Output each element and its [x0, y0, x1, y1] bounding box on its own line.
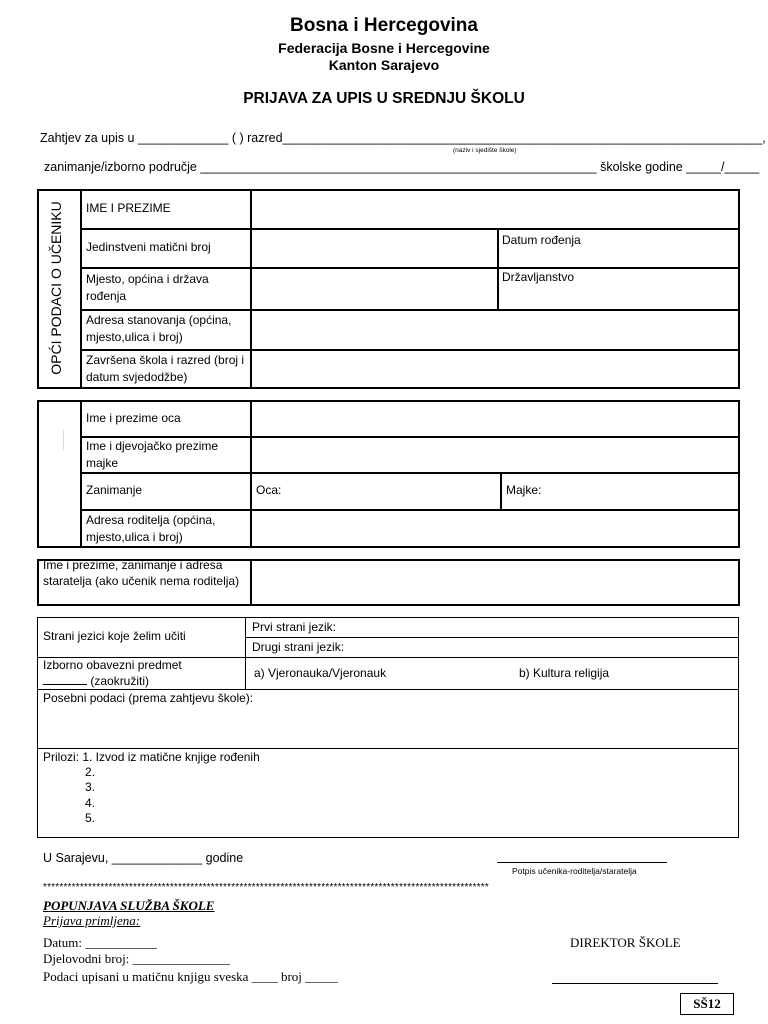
birth-date-label: Datum rođenja	[502, 233, 581, 247]
first-language-label: Prvi strani jezik:	[252, 620, 337, 634]
school-name-note: (naziv i sjedište škole)	[453, 147, 517, 154]
father-name-field[interactable]	[253, 402, 739, 435]
attachment-1: Prilozi: 1. Izvod iz matične knjige rođenih	[43, 750, 260, 764]
parents-section-label: ............	[60, 430, 66, 451]
student-name-field[interactable]	[253, 191, 739, 227]
country-heading: Bosna i Hercegovina	[290, 15, 478, 36]
entity-heading: Federacija Bosne i Hercegovine	[278, 40, 490, 56]
signature-caption: Potpis učenika-roditelja/staratelja	[512, 866, 637, 876]
occupation-label: Zanimanje	[86, 483, 143, 497]
registry-entry: Podaci upisani u matičnu knjigu sveska ____ broj _____	[43, 969, 338, 984]
first-language-field[interactable]	[360, 619, 738, 636]
form-code: SŠ12	[680, 993, 734, 1015]
mother-name-field[interactable]	[253, 438, 739, 471]
birthplace-label: Mjesto, općina i država rođenja	[86, 272, 209, 303]
parents-address-field[interactable]	[253, 511, 739, 546]
jmbg-field[interactable]	[253, 230, 496, 266]
student-name-label: IME I PREZIME	[86, 201, 171, 215]
guardian-field[interactable]	[253, 561, 739, 604]
special-info-field[interactable]	[40, 708, 736, 746]
citizenship-label: Državljanstvo	[502, 270, 575, 284]
attachment-2: 2.	[85, 765, 96, 779]
father-occupation-label: Oca:	[256, 483, 282, 497]
elective-label: Izborno obavezni predmet	[43, 658, 182, 672]
father-occupation-field[interactable]	[253, 474, 499, 508]
attachment-3: 3.	[85, 780, 96, 794]
second-language-label: Drugi strani jezik:	[252, 640, 345, 654]
finished-school-field[interactable]	[253, 351, 739, 387]
option-religion-a[interactable]: a) Vjeronauka/Vjeronauk	[254, 666, 387, 680]
second-language-field[interactable]	[360, 639, 738, 656]
guardian-label: Ime i prezime, zanimanje i adresa staratelja (ako učenik nema roditelja)	[43, 558, 240, 588]
elective-hint	[43, 673, 243, 690]
director-label: DIREKTOR ŠKOLE	[570, 935, 681, 950]
special-info-label: Posebni podaci (prema zahtjevu škole):	[43, 691, 254, 705]
received-label: Prijava primljena:	[43, 913, 141, 928]
form-title: PRIJAVA ZA UPIS U SREDNJU ŠKOLU	[243, 90, 525, 107]
reference-number: Djelovodni broj: _______________	[43, 951, 231, 966]
father-name-label: Ime i prezime oca	[86, 411, 181, 425]
intro-line-2: zanimanje/izborno područje _________________________________________________________ školske godine _____/_____	[44, 160, 760, 174]
separator-stars: *************************************************************************************************************	[43, 882, 489, 893]
intro-line-1: Zahtjev za upis u _____________ ( ) razred_____________________________________________________________________,	[40, 131, 766, 145]
birthplace-field[interactable]	[253, 269, 496, 308]
director-signature-line	[552, 983, 718, 984]
attachment-4: 4.	[85, 796, 96, 810]
residence-field[interactable]	[253, 311, 739, 348]
place-date: U Sarajevu, _____________ godine	[43, 851, 244, 865]
office-heading: POPUNJAVA SLUŽBA ŠKOLE	[43, 898, 215, 913]
elective-hint-text: (zaokružiti)	[90, 674, 150, 688]
signature-line	[497, 862, 667, 863]
finished-school-label: Završena škola i razred (broj i datum svjedodžbe)	[86, 353, 245, 384]
received-date: Datum: ___________	[43, 935, 157, 950]
student-section-label: OPĆI PODACI O UČENIKU	[48, 201, 64, 375]
mother-occupation-field[interactable]	[503, 474, 739, 508]
mother-name-label: Ime i djevojačko prezime majke	[86, 439, 219, 470]
parents-address-label: Adresa roditelja (općina, mjesto,ulica i broj)	[86, 513, 216, 544]
jmbg-label: Jedinstveni matični broj	[86, 240, 211, 254]
residence-label: Adresa stanovanja (općina, mjesto,ulica i broj)	[86, 313, 232, 344]
languages-label: Strani jezici koje želim učiti	[43, 629, 186, 643]
canton-heading: Kanton Sarajevo	[328, 57, 440, 73]
option-religion-b[interactable]: b) Kultura religija	[519, 666, 610, 680]
mother-occupation-label: Majke:	[506, 483, 542, 497]
attachment-5: 5.	[85, 811, 96, 825]
